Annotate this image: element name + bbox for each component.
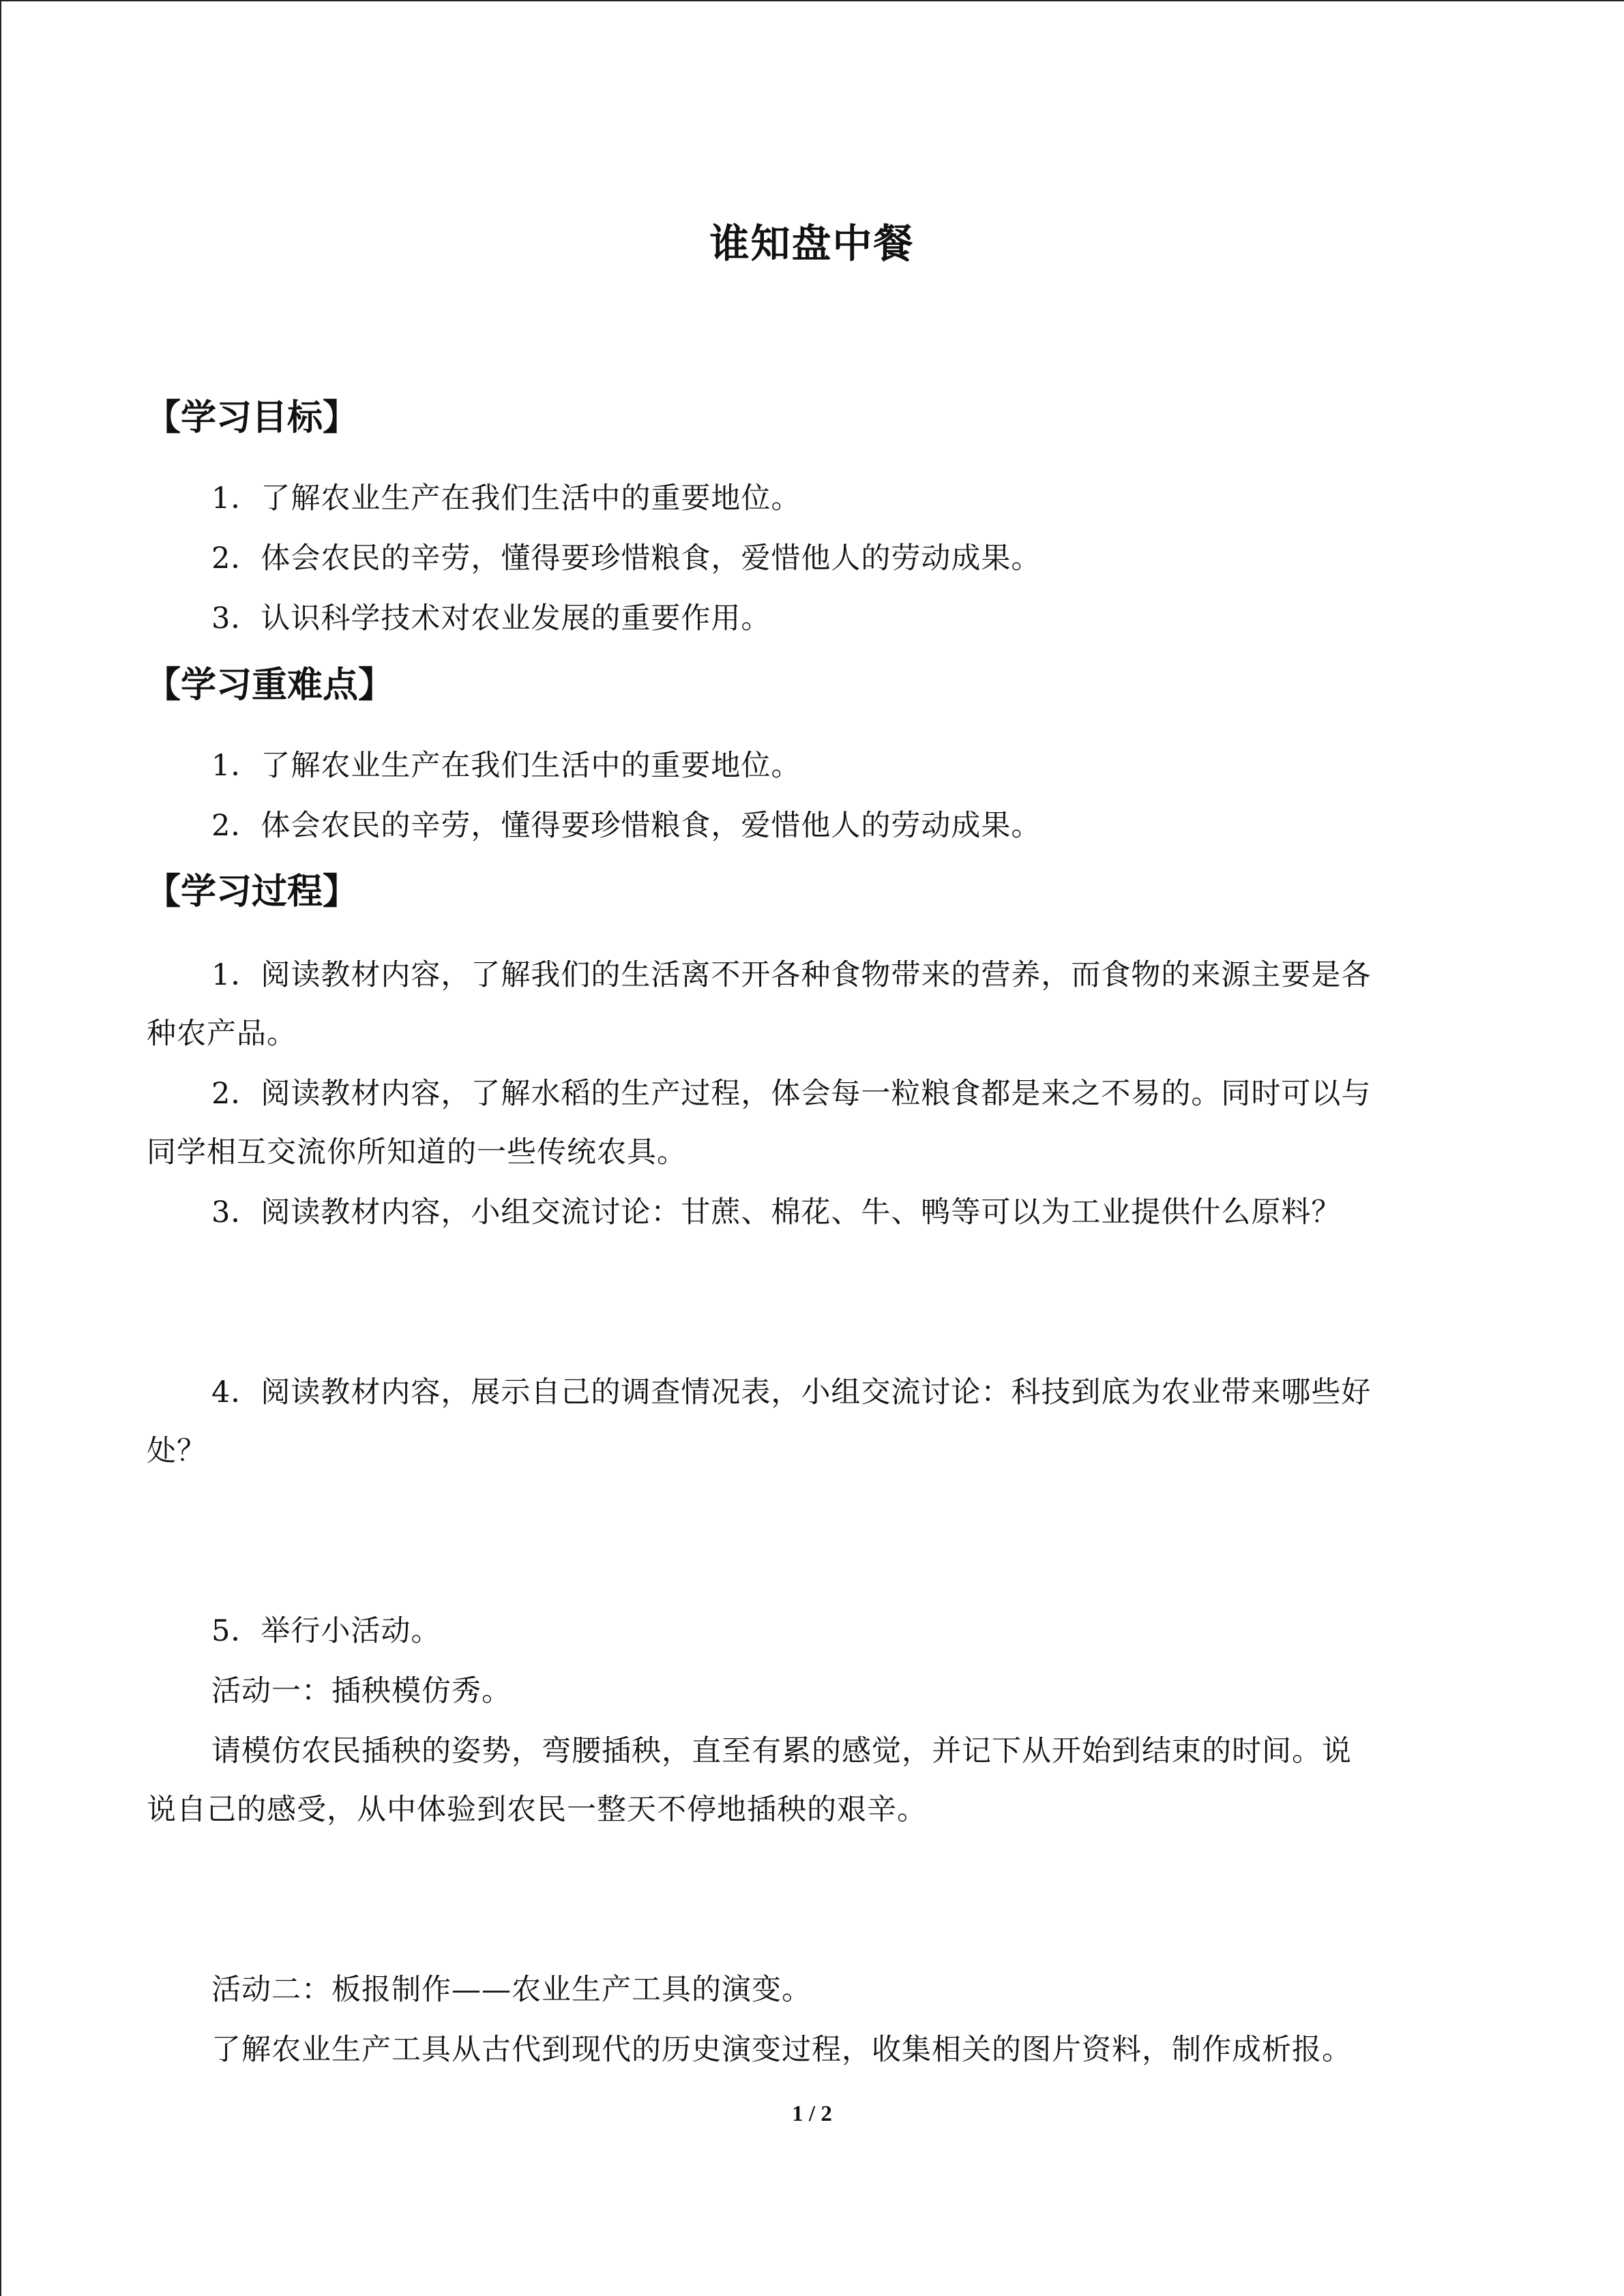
process-item-4-line-2: 处？ — [147, 1434, 207, 1468]
process-item-4-line-1: 4．阅读教材内容，展示自己的调查情况表，小组交流讨论：科技到底为农业带来哪些好 — [211, 1375, 1372, 1410]
objective-item-3: 3．认识科学技术对农业发展的重要作用。 — [211, 601, 771, 636]
process-item-1-line-2: 种农产品。 — [147, 1017, 297, 1051]
objective-item-2: 2．体会农民的辛劳，懂得要珍惜粮食，爱惜他人的劳动成果。 — [211, 541, 1042, 576]
activity-1-line-2: 说自己的感受，从中体验到农民一整天不停地插秧的艰辛。 — [147, 1793, 927, 1827]
activity-2-title: 活动二：板报制作——农业生产工具的演变。 — [211, 1973, 812, 2007]
document-title: 谁知盘中餐 — [709, 220, 915, 267]
activity-1-title: 活动一：插秧模仿秀。 — [211, 1674, 512, 1708]
process-item-2-line-1: 2．阅读教材内容，了解水稻的生产过程，体会每一粒粮食都是来之不易的。同时可以与 — [211, 1077, 1372, 1111]
process-item-3: 3．阅读教材内容，小组交流讨论：甘蔗、棉花、牛、鸭等可以为工业提供什么原料？ — [211, 1195, 1342, 1229]
activity-2-line-1: 了解农业生产工具从古代到现代的历史演变过程，收集相关的图片资料，制作成析报。 — [211, 2033, 1352, 2067]
key-point-item-1: 1．了解农业生产在我们生活中的重要地位。 — [211, 749, 801, 783]
process-item-1-line-1: 1．阅读教材内容，了解我们的生活离不开各种食物带来的营养，而食物的来源主要是各 — [211, 958, 1372, 992]
process-item-2-line-2: 同学相互交流你所知道的一些传统农具。 — [147, 1135, 687, 1169]
objective-item-1: 1．了解农业生产在我们生活中的重要地位。 — [211, 481, 801, 516]
heading-key-points: 【学习重难点】 — [145, 665, 394, 706]
page-number: 1 / 2 — [792, 2102, 832, 2126]
process-item-5: 5．举行小活动。 — [211, 1614, 441, 1648]
heading-process: 【学习过程】 — [145, 871, 359, 912]
activity-1-line-1: 请模仿农民插秧的姿势，弯腰插秧，直至有累的感觉，并记下从开始到结束的时间。说 — [211, 1734, 1352, 1768]
heading-objectives: 【学习目标】 — [145, 398, 359, 438]
key-point-item-2: 2．体会农民的辛劳，懂得要珍惜粮食，爱惜他人的劳动成果。 — [211, 809, 1042, 843]
